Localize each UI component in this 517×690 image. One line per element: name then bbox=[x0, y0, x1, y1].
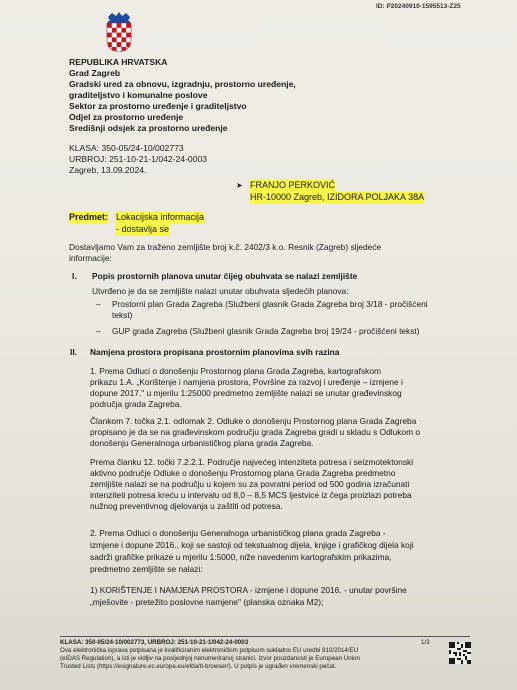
section-2-number: II. bbox=[70, 347, 77, 357]
header-department: Odjel za prostorno uređenje bbox=[69, 112, 184, 122]
list-item-1-line-2: tekst) bbox=[112, 310, 133, 320]
section-2-title: Namjena prostora propisana prostornim planovima svih razina bbox=[90, 347, 340, 357]
para-3-line-1: Prema članku 12. točki 7.2.2.1. Područje najvećeg intenziteta potresa i seizmotektonski bbox=[90, 457, 414, 467]
header-city: Grad Zagreb bbox=[69, 68, 121, 78]
list-item-2-line-1: GUP grada Zagreba (Službeni glasnik Grada Zagreba broj 19/24 - pročišćeni tekst) bbox=[112, 326, 420, 336]
para-1-line-3: dopune 2017." u mjerilu 1:25000 predmetno zemljište nalazi se unutar građevinskog bbox=[90, 388, 402, 398]
header-section: Središnji odsjek za prostorno uređenje bbox=[69, 123, 228, 133]
para-4-line-2: izmjene i dopune 2016., koji se sastoji od tekstualnog dijela, knjige i grafičkog dijela koji bbox=[90, 540, 414, 550]
qr-code-icon bbox=[449, 642, 471, 664]
list-item-1-line-1: Prostorni plan Grada Zagreba (Službeni glasnik Grada Zagreba broj 3/18 - pročišćeni bbox=[112, 299, 428, 309]
subject-label: Predmet: bbox=[69, 212, 109, 222]
header-office: Gradski ured za obnovu, izgradnju, prostorno uređenje, bbox=[69, 79, 296, 89]
header-office-cont: graditeljstvo i komunalne poslove bbox=[69, 90, 208, 100]
urbroj: URBROJ: 251-10-21-1/042-24-0003 bbox=[69, 154, 208, 164]
para-1-line-2: prikazu 1.A. „Korištenje i namjena prostora, Površine za razvoj i uređenje – izmjene i bbox=[90, 377, 403, 387]
recipient-arrow-icon: ➤ bbox=[236, 181, 243, 190]
para-2-line-1: Člankom 7. točka 2.1. odlomak 2. Odluke o donošenju Prostornog plana Grada Zagreba bbox=[90, 416, 417, 426]
recipient-address: HR-10000 Zagreb, IZIDORA POLJAKA 38A bbox=[250, 192, 425, 202]
para-5-line-2: „mješovite - pretežito poslovne namjene" (planska oznaka M2); bbox=[90, 597, 324, 607]
para-2-line-3: donošenju Generalnoga urbanističkog plana grada Zagreba. bbox=[90, 438, 314, 448]
recipient-name: FRANJO PERKOVIĆ bbox=[250, 180, 336, 190]
section-1-text: Utvrđeno je da se zemljište nalazi unutar obuhvata sljedećih planova: bbox=[92, 286, 349, 296]
para-4-line-4: predmetno zemljište se nalazi: bbox=[90, 564, 203, 574]
para-3-line-4: intenziteti potresa kreću u intervalu od 8,0 – 8,5 MCS ljestvice iz čega proizlazi potreba bbox=[90, 490, 412, 500]
coat-of-arms-icon bbox=[104, 12, 134, 52]
document-id: ID: P20240910-1595513-Z25 bbox=[376, 3, 461, 10]
footer-divider bbox=[60, 636, 470, 637]
footer-signature-note-2: (eIDAS Regulation), a isti je vidljiv na posljednjoj nenumeriranoj stranici. Izvor pouzdanosti je European Union bbox=[60, 655, 360, 662]
document-date: Zagreb, 13.09.2024. bbox=[69, 165, 147, 175]
list-dash: – bbox=[96, 299, 101, 309]
subject-title: Lokacijska informacija bbox=[116, 212, 205, 222]
subject-sub: - dostavlja se bbox=[116, 224, 170, 234]
section-1-title: Popis prostornih planova unutar čijeg obuhvata se nalazi zemljište bbox=[92, 271, 358, 281]
list-dash: – bbox=[96, 326, 101, 336]
intro-line-1: Dostavljamo Vam za traženo zemljište broj k.č. 2402/3 k.o. Resnik (Zagreb) sljedeće bbox=[69, 242, 382, 252]
footer-reference: KLASA: 350-05/24-10/002773, URBROJ: 251-10-21-1/042-24-0003 bbox=[60, 639, 249, 646]
page-number: 1/3 bbox=[421, 639, 430, 646]
para-2-line-2: propisano je da se na građevinskom području grada Zagreba gradi u skladu s Odlukom o bbox=[90, 427, 421, 437]
footer-signature-note-1: Ova elektronička isprava potpisana je kvalificiranim elektroničkim potpisom sukladno EU uredbi 910/2014/EU bbox=[60, 647, 359, 654]
para-3-line-3: zemljište nalazi se na području u kojem su za povratni period od 500 godina izračunati bbox=[90, 479, 410, 489]
section-1-number: I. bbox=[72, 271, 77, 281]
intro-line-2: informacije: bbox=[69, 253, 112, 263]
header-republic: REPUBLIKA HRVATSKA bbox=[69, 57, 168, 67]
para-1-line-1: 1. Prema Odluci o donošenju Prostornog plana Grada Zagreba, kartografskom bbox=[90, 366, 381, 376]
para-3-line-2: aktivno područje Odluke o donošenju Prostornog plana Grada Zagreba predmetno bbox=[90, 468, 396, 478]
para-5-line-1: 1) KORIŠTENJE I NAMJENA PROSTORA - izmjene i dopune 2016. - unutar površine bbox=[90, 585, 407, 595]
para-1-line-4: područja grada Zagreba. bbox=[90, 399, 182, 409]
footer-signature-note-3: Trusted Lists (https://esignature.ec.europa.eu/efda/tl-browser/). U potpis je ugrađen vremenski pečat. bbox=[60, 663, 337, 670]
header-sector: Sektor za prostorno uređenje i graditeljstvo bbox=[69, 101, 247, 111]
para-4-line-1: 2. Prema Odluci o donošenju Generalnoga urbanističkog plana grada Zagreba - bbox=[90, 528, 386, 538]
klasa: KLASA: 350-05/24-10/002773 bbox=[69, 143, 184, 153]
para-3-line-5: nužnog preventivnog djelovanja u zaštiti od potresa. bbox=[90, 501, 283, 511]
para-4-line-3: sadrži grafičke prikaze u mjerilu 1:5000, niže navedenim kartografskim prikazima, bbox=[90, 552, 392, 562]
